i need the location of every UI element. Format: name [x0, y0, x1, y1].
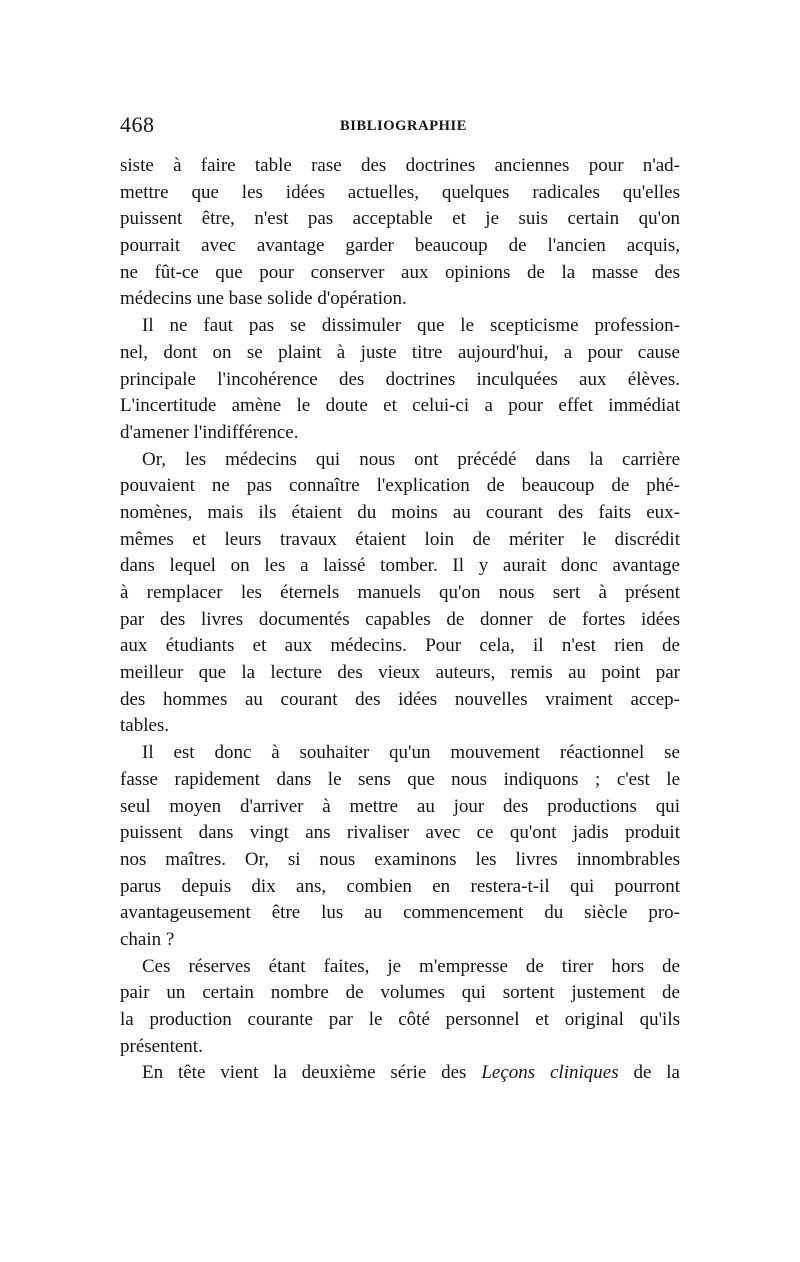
- text-line: la production courante par le côté personnel et original qu'ils: [120, 1009, 680, 1030]
- text-line: pourrait avec avantage garder beaucoup de l'ancien acquis,: [120, 235, 680, 257]
- text-line: Or, les médecins qui nous ont précédé dans la carrière: [142, 448, 680, 470]
- text-line: présentent.: [120, 1035, 203, 1057]
- page-header: [120, 112, 680, 144]
- book-title-italic: Leçons cliniques: [481, 1062, 619, 1084]
- text-line: tables.: [120, 715, 170, 737]
- text-line: meilleur que la lecture des vieux auteurs, remis au point par: [120, 662, 680, 684]
- final-line-after: de la: [618, 1062, 680, 1084]
- page-number: 468: [120, 112, 155, 137]
- text-line: ne fût-ce que pour conserver aux opinions de la masse des: [120, 261, 680, 283]
- text-line: fasse rapidement dans le sens que nous indiquons ; c'est le: [120, 768, 680, 790]
- text-line: des hommes au courant des idées nouvelles vraiment accep-: [120, 688, 680, 710]
- text-line: Il est donc à souhaiter qu'un mouvement réactionnel se: [142, 742, 680, 764]
- text-line: mêmes et leurs travaux étaient loin de mériter le discrédit: [120, 528, 680, 550]
- text-line: à remplacer les éternels manuels qu'on nous sert à présent: [120, 582, 680, 603]
- text-line: L'incertitude amène le doute et celui-ci a pour effet immédiat: [120, 395, 680, 417]
- text-line: siste à faire table rase des doctrines anciennes pour n'ad-: [120, 155, 680, 176]
- text-line: puissent être, n'est pas acceptable et je suis certain qu'on: [120, 208, 680, 230]
- text-line-final: [120, 1060, 680, 1087]
- text-line: Ces réserves étant faites, je m'empresse de tirer hors de: [142, 955, 680, 977]
- text-line: parus depuis dix ans, combien en restera-t-il qui pourront: [120, 875, 680, 897]
- text-line: chain ?: [120, 928, 175, 950]
- text-line: Il ne faut pas se dissimuler que le scepticisme profession-: [142, 315, 680, 337]
- text-line: principale l'incohérence des doctrines inculquées aux élèves.: [120, 368, 680, 390]
- text-line: par des livres documentés capables de donner de fortes idées: [120, 608, 680, 630]
- text-line: médecins une base solide d'opération.: [120, 288, 407, 310]
- running-title: BIBLIOGRAPHIE: [340, 118, 468, 134]
- text-line: mettre que les idées actuelles, quelques radicales qu'elles: [120, 181, 680, 203]
- text-line: seul moyen d'arriver à mettre au jour des productions qui: [120, 795, 680, 817]
- text-line: pair un certain nombre de volumes qui sortent justement de: [120, 982, 680, 1004]
- text-line: pouvaient ne pas connaître l'explication de beaucoup de phé-: [120, 475, 680, 497]
- text-line: aux étudiants et aux médecins. Pour cela, il n'est rien de: [120, 635, 680, 657]
- text-line: nel, dont on se plaint à juste titre aujourd'hui, a pour cause: [120, 341, 680, 363]
- text-line: avantageusement être lus au commencement du siècle pro-: [120, 902, 680, 924]
- text-line: puissent dans vingt ans rivaliser avec ce qu'ont jadis produit: [120, 822, 680, 844]
- final-line-before: En tête vient la deuxième série des: [142, 1062, 482, 1084]
- text-line: d'amener l'indifférence.: [120, 421, 299, 443]
- body-text: [120, 153, 680, 1087]
- text-line: nomènes, mais ils étaient du moins au courant des faits eux-: [120, 501, 680, 523]
- text-line: nos maîtres. Or, si nous examinons les livres innombrables: [120, 848, 680, 870]
- text-line: dans lequel on les a laissé tomber. Il y aurait donc avantage: [120, 555, 680, 577]
